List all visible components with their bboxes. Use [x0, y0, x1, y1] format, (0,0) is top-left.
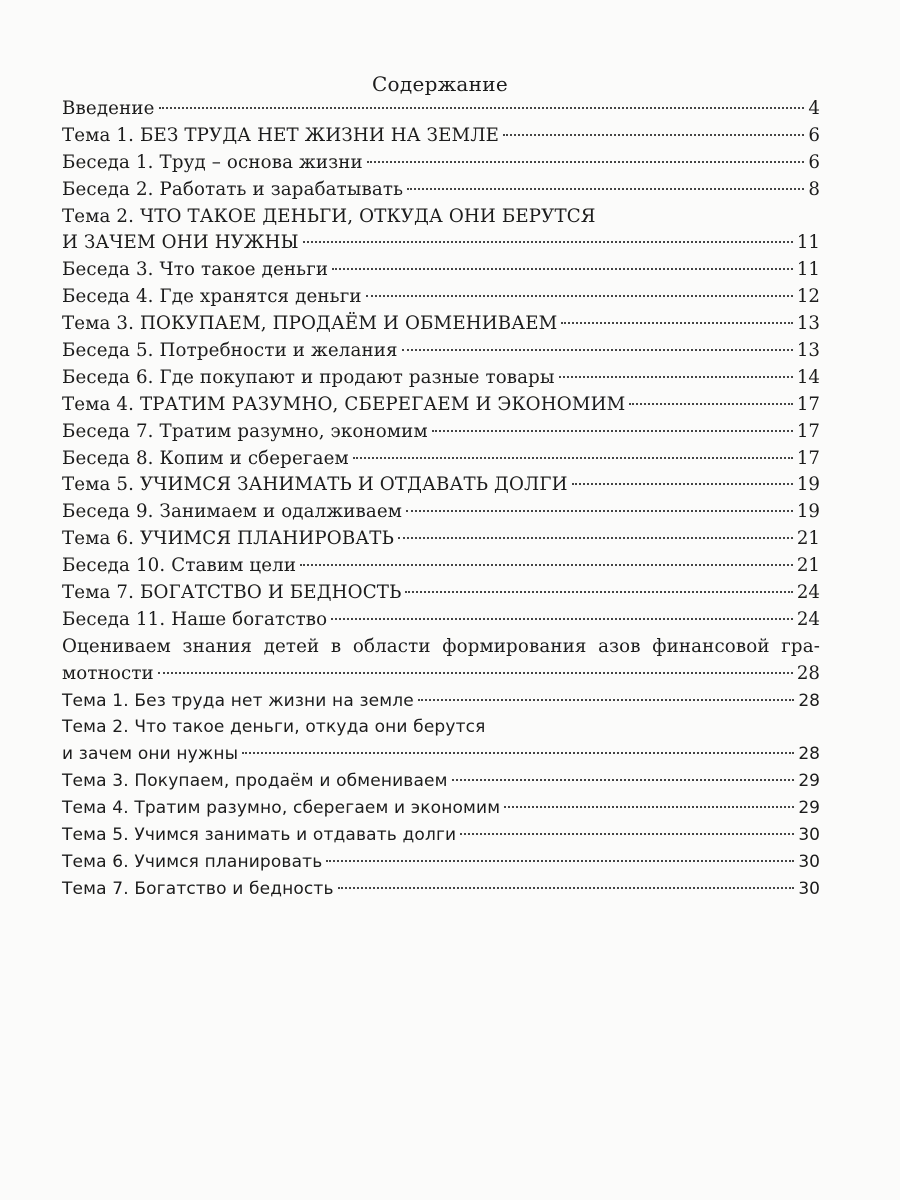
toc-entry-page-number: 8 [808, 178, 820, 200]
toc-entry-label: Тема 3. ПОКУПАЕМ, ПРОДАЁМ И ОБМЕНИВАЕМ [62, 313, 558, 335]
toc-entry [62, 257, 820, 284]
toc-entry [62, 499, 820, 526]
toc-entry-page-number: 30 [798, 851, 820, 872]
toc-entry [62, 795, 820, 822]
toc-entry-page-number: 14 [796, 366, 820, 388]
toc-entry-page-number: 17 [796, 393, 820, 415]
dot-leader [629, 403, 792, 405]
toc-entry-page-number: 12 [796, 286, 820, 308]
toc-entry [62, 177, 820, 204]
toc-entry-label: Тема 4. ТРАТИМ РАЗУМНО, СБЕРЕГАЕМ И ЭКОНОМИМ [62, 393, 626, 415]
toc-entry-page-number: 11 [796, 259, 820, 281]
toc-entry-page-number: 4 [808, 98, 820, 119]
toc-entry-label: Беседа 5. Потребности и желания [62, 340, 398, 362]
toc-entry-label: и зачем они нужны [62, 744, 239, 765]
dot-leader [432, 430, 793, 432]
toc-entry [62, 446, 820, 473]
dot-leader [460, 833, 794, 835]
dot-leader [159, 107, 804, 109]
toc-entry [62, 230, 820, 257]
toc-entry-page-number: 29 [798, 771, 820, 792]
toc-entry-page-number: 30 [798, 878, 820, 899]
toc-entry [62, 822, 820, 849]
dot-leader [300, 564, 793, 566]
toc-entry-label: Беседа 6. Где покупают и продают разные товары [62, 366, 555, 388]
toc-entry-page-number: 28 [796, 662, 820, 684]
toc-entry [62, 311, 820, 338]
toc-entry-first-line: Тема 2. ЧТО ТАКОЕ ДЕНЬГИ, ОТКУДА ОНИ БЕРУТСЯ [62, 205, 596, 227]
toc-entry [62, 392, 820, 419]
dot-leader [503, 134, 804, 136]
toc-entry-label: Беседа 3. Что такое деньги [62, 259, 329, 281]
toc-entry-label: Беседа 8. Копим и сберегаем [62, 447, 349, 469]
toc-entry [62, 123, 820, 150]
dot-leader [398, 537, 793, 539]
toc-title: Содержание [371, 72, 509, 96]
toc-entry [62, 553, 820, 580]
toc-entry [62, 607, 820, 634]
dot-leader [406, 510, 793, 512]
toc-entry [62, 419, 820, 446]
toc-entry-label: Беседа 1. Труд – основа жизни [62, 151, 363, 173]
dot-leader [418, 699, 795, 701]
toc-entry-label: Тема 6. Учимся планировать [62, 851, 323, 872]
dot-leader [338, 887, 795, 889]
dot-leader [326, 860, 794, 862]
toc-entry [62, 338, 820, 365]
toc-entry-label: Тема 1. Без труда нет жизни на земле [62, 690, 414, 711]
toc-entry-page-number: 28 [798, 690, 820, 711]
toc-entry [62, 876, 820, 903]
toc-entry-page-number: 17 [796, 447, 820, 469]
dot-leader [452, 779, 795, 781]
toc-entry-page-number: 13 [796, 340, 820, 362]
toc-entry-page-number: 29 [798, 798, 820, 819]
toc-entry [62, 849, 820, 876]
toc-entry [62, 526, 820, 553]
toc-entry-label: Беседа 9. Занимаем и одалживаем [62, 501, 403, 523]
dot-leader [405, 591, 792, 593]
dot-leader [407, 188, 804, 190]
toc-entry-page-number: 24 [796, 582, 820, 604]
toc-entry-page-number: 11 [796, 232, 820, 254]
toc-entry-label: Тема 1. БЕЗ ТРУДА НЕТ ЖИЗНИ НА ЗЕМЛЕ [62, 124, 500, 146]
toc-entry-label: И ЗАЧЕМ ОНИ НУЖНЫ [62, 232, 299, 254]
toc-entry-page-number: 30 [798, 825, 820, 846]
dot-leader [561, 322, 792, 324]
table-of-contents [62, 96, 820, 903]
dot-leader [332, 268, 793, 270]
dot-leader [242, 752, 794, 754]
toc-entry [62, 580, 820, 607]
dot-leader [367, 161, 804, 163]
toc-entry-label: Тема 5. УЧИМСЯ ЗАНИМАТЬ И ОТДАВАТЬ ДОЛГИ [62, 474, 568, 496]
toc-entry-label: Тема 4. Тратим разумно, сберегаем и экономим [62, 798, 501, 819]
toc-entry-page-number: 21 [796, 555, 820, 577]
dot-leader [366, 295, 793, 297]
toc-entry [62, 768, 820, 795]
toc-entry-page-number: 6 [808, 124, 820, 146]
toc-entry-page-number: 13 [796, 313, 820, 335]
toc-entry-first-line: Тема 2. Что такое деньги, откуда они берутся [62, 717, 486, 738]
toc-entry-label: Беседа 2. Работать и зарабатывать [62, 178, 404, 200]
toc-entry [62, 365, 820, 392]
dot-leader [402, 349, 793, 351]
toc-entry-first-line: Оцениваем знания детей в области формирования азов финансовой гра- [62, 635, 820, 657]
dot-leader [504, 806, 794, 808]
dot-leader [303, 241, 793, 243]
toc-entry-page-number: 24 [796, 608, 820, 630]
toc-entry-label: Тема 3. Покупаем, продаём и обмениваем [62, 771, 448, 792]
toc-entry-page-number: 19 [796, 474, 820, 496]
toc-entry [62, 741, 820, 768]
toc-entry-label: Беседа 7. Тратим разумно, экономим [62, 420, 428, 442]
toc-entry-label: Беседа 4. Где хранятся деньги [62, 286, 362, 308]
dot-leader [331, 618, 793, 620]
dot-leader [158, 672, 793, 674]
toc-entry-label: Беседа 10. Ставим цели [62, 555, 297, 577]
dot-leader [572, 483, 793, 485]
toc-entry [62, 96, 820, 123]
toc-entry-label: мотности [62, 662, 154, 684]
toc-entry [62, 661, 820, 688]
toc-entry [62, 472, 820, 499]
toc-entry-label: Беседа 11. Наше богатство [62, 608, 328, 630]
toc-entry [62, 688, 820, 715]
toc-entry [62, 150, 820, 177]
toc-entry-page-number: 6 [808, 151, 820, 173]
toc-entry [62, 284, 820, 311]
toc-entry-label: Тема 6. УЧИМСЯ ПЛАНИРОВАТЬ [62, 528, 394, 550]
toc-entry-page-number: 19 [796, 501, 820, 523]
toc-entry-page-number: 21 [796, 528, 820, 550]
toc-entry-page-number: 28 [798, 744, 820, 765]
toc-entry-page-number: 17 [796, 420, 820, 442]
toc-entry-label: Тема 7. Богатство и бедность [62, 878, 334, 899]
toc-entry-label: Тема 7. БОГАТСТВО И БЕДНОСТЬ [62, 582, 402, 604]
dot-leader [353, 457, 793, 459]
toc-entry-label: Введение [62, 98, 155, 119]
dot-leader [559, 376, 793, 378]
toc-entry-label: Тема 5. Учимся занимать и отдавать долги [62, 825, 457, 846]
